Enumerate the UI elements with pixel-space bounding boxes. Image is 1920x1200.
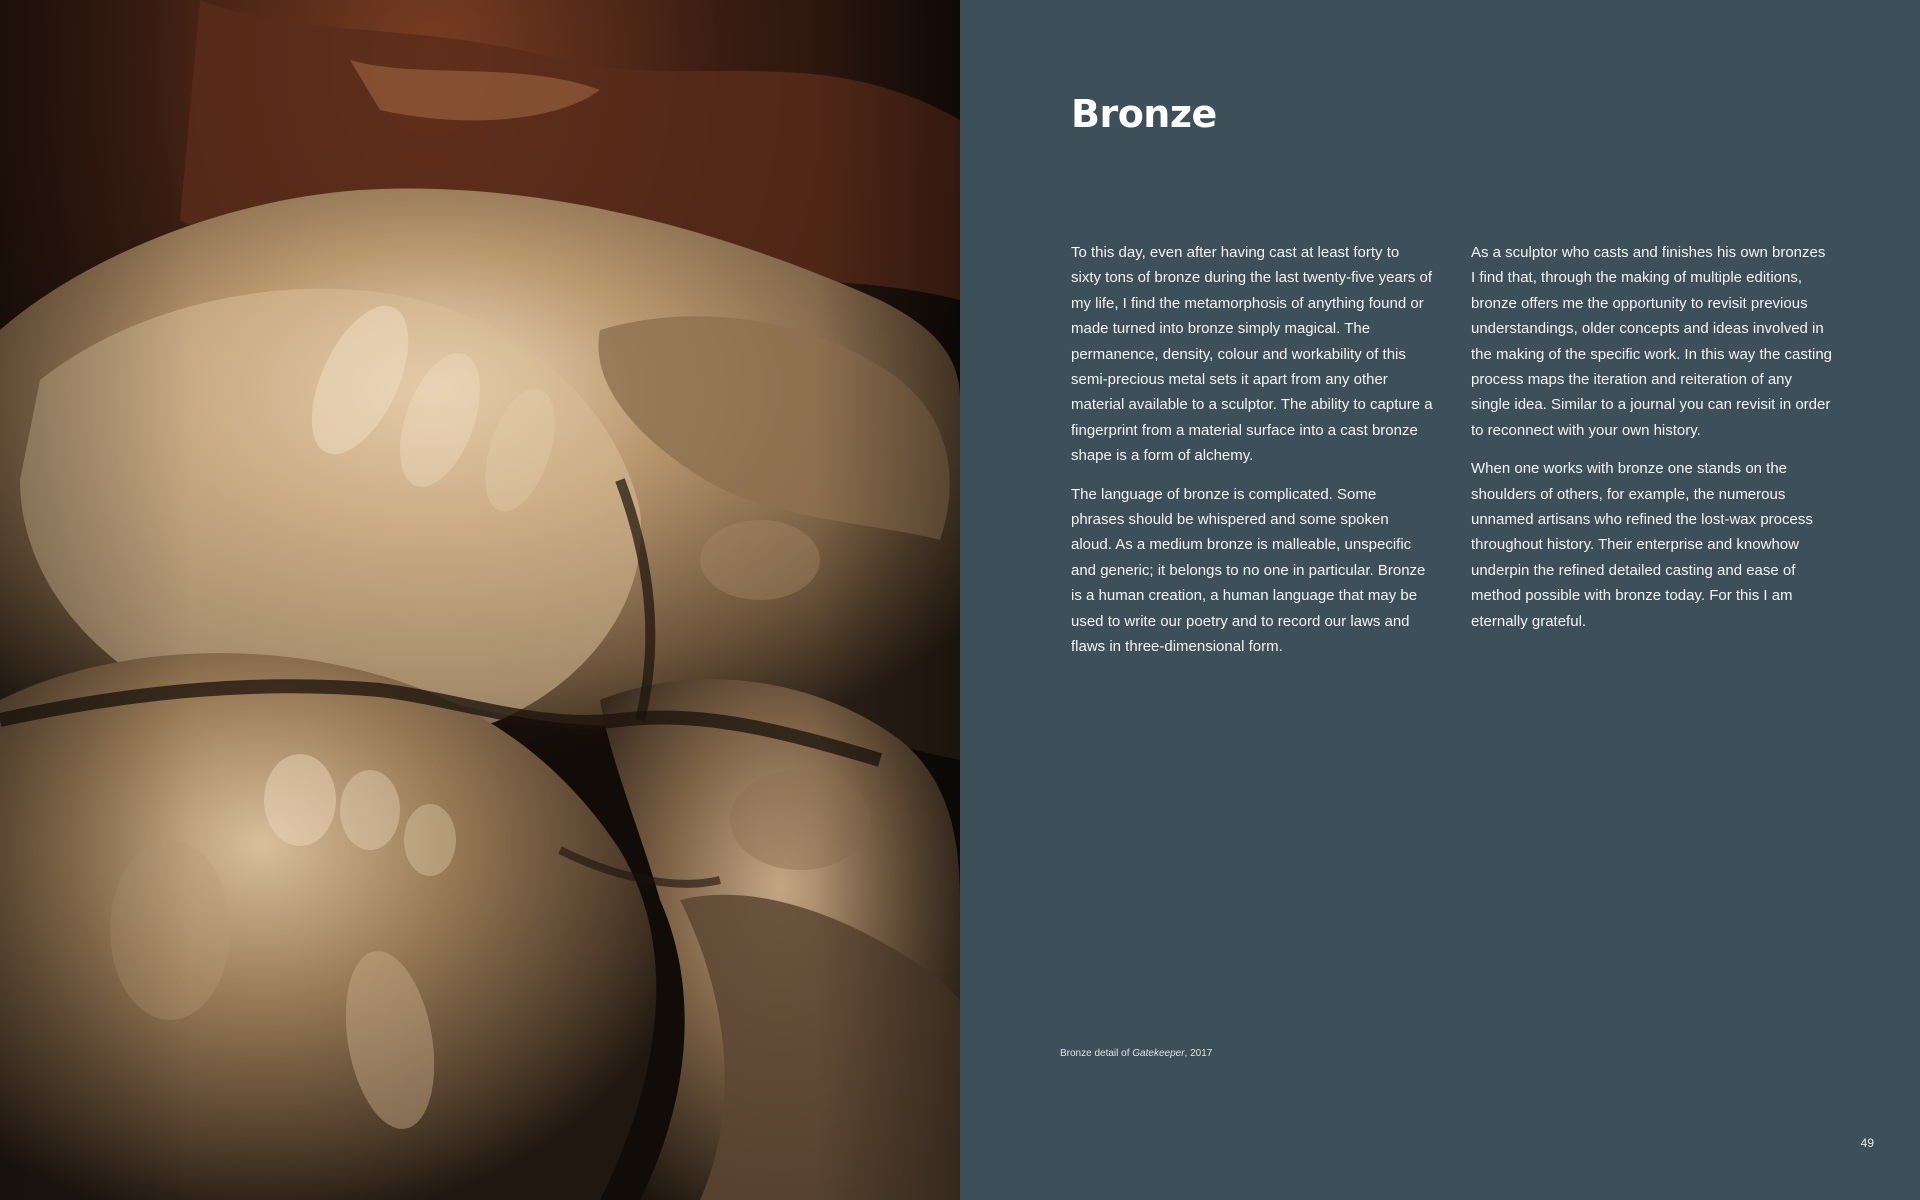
photo-caption: [1060, 1048, 1212, 1059]
paragraph: The language of bronze is complicated. Some phrases should be whispered and some spoken aloud. As a medium bronze is malleable, unspecific and generic; it belongs to no one in particular. Bronze is a human creation, a human language that may be used to write our poetry and to record our laws and flaws in three-dimensional form.: [1071, 485, 1426, 656]
text-column-right: [1471, 240, 1833, 647]
caption-work-title: Gatekeeper: [1132, 1048, 1185, 1059]
caption-suffix: , 2017: [1184, 1048, 1213, 1059]
text-page: [960, 0, 1920, 1200]
text-column-left: [1071, 240, 1433, 673]
page-number: 49: [1860, 1136, 1874, 1150]
caption-prefix: Bronze detail of: [1060, 1048, 1133, 1059]
paragraph: When one works with bronze one stands on the shoulders of others, for example, the numerous unnamed artisans who refined the lost-wax process throughout history. Their enterprise and knowhow underpin the refined detailed casting and ease of method possible with bronze today. For this I am eternally grateful.: [1471, 460, 1813, 630]
paragraph: To this day, even after having cast at least forty to sixty tons of bronze during the last twenty-five years of my life, I find the metamorphosis of anything found or made turned into bronze simply magical. The permanence, density, colour and workability of this semi-precious metal sets it apart from any other material available to a sculptor. The ability to capture a fingerprint from a material surface into a cast bronze shape is a form of alchemy.: [1071, 244, 1433, 465]
page-title: Bronze: [1071, 92, 1217, 136]
paragraph: As a sculptor who casts and finishes his own bronzes I find that, through the making of multiple editions, bronze offers me the opportunity to revisit previous understandings, older concepts and ideas involved in the making of the specific work. In this way the casting process maps the iteration and reiteration of any single idea. Similar to a journal you can revisit in order to reconnect with your own history.: [1471, 244, 1833, 439]
